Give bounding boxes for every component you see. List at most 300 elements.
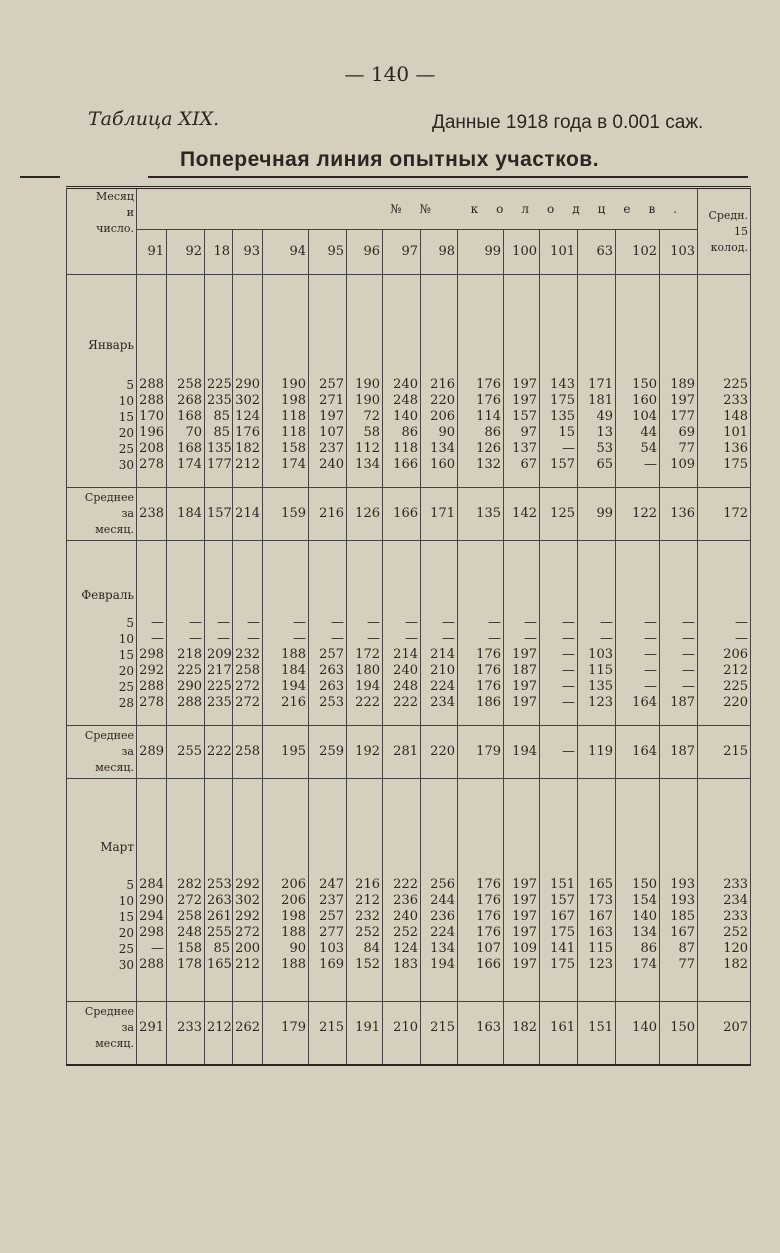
well-value: 258 (167, 909, 205, 925)
empty-cell (616, 855, 660, 877)
average-value: 175 (698, 457, 751, 473)
monthly-average-row (67, 1002, 751, 1055)
well-value: 170 (137, 409, 167, 425)
monthly-average-value: 161 (540, 1002, 578, 1055)
average-label-line: Среднее (84, 1005, 134, 1018)
empty-cell (233, 337, 263, 353)
well-value: — (616, 615, 660, 631)
empty-cell (578, 541, 616, 588)
well-value: 107 (309, 425, 347, 441)
monthly-average-value: 166 (383, 488, 421, 541)
empty-cell (660, 779, 698, 840)
monthly-average-value: 159 (263, 488, 309, 541)
well-value: 284 (137, 877, 167, 893)
well-value: 217 (205, 663, 233, 679)
monthly-average-value: 194 (504, 726, 540, 779)
well-value: 176 (458, 647, 504, 663)
well-value: 87 (660, 941, 698, 957)
well-value: 218 (167, 647, 205, 663)
empty-cell (578, 587, 616, 603)
empty-cell (67, 973, 137, 1002)
empty-cell (67, 711, 137, 726)
well-value: 212 (233, 957, 263, 973)
average-value: 148 (698, 409, 751, 425)
empty-cell (660, 839, 698, 855)
well-value: — (383, 615, 421, 631)
empty-cell (205, 541, 233, 588)
well-value: 292 (233, 909, 263, 925)
empty-cell (309, 541, 347, 588)
empty-cell (698, 275, 751, 338)
empty-cell (309, 779, 347, 840)
data-row (67, 925, 751, 941)
empty-cell (205, 839, 233, 855)
monthly-average-value: 291 (137, 1002, 167, 1055)
well-value: 263 (205, 893, 233, 909)
day-label: 15 (67, 409, 137, 425)
empty-cell (504, 353, 540, 377)
well-value: 197 (504, 393, 540, 409)
monthly-average-value: 216 (309, 488, 347, 541)
empty-cell (205, 973, 233, 1002)
data-row (67, 647, 751, 663)
well-value: 187 (504, 663, 540, 679)
well-value: — (347, 615, 383, 631)
average-value: 233 (698, 909, 751, 925)
empty-cell (578, 473, 616, 488)
empty-cell (458, 711, 504, 726)
empty-cell (309, 839, 347, 855)
empty-cell (137, 711, 167, 726)
empty-cell (421, 711, 458, 726)
well-value: 135 (205, 441, 233, 457)
well-value: 302 (233, 893, 263, 909)
well-value: 90 (421, 425, 458, 441)
monthly-average-value: 179 (458, 726, 504, 779)
empty-cell (504, 711, 540, 726)
spacer-row (67, 541, 751, 588)
well-value: 188 (263, 925, 309, 941)
well-value: 112 (347, 441, 383, 457)
well-value: — (137, 631, 167, 647)
empty-cell (540, 711, 578, 726)
empty-cell (167, 353, 205, 377)
empty-cell (67, 473, 137, 488)
empty-cell (504, 275, 540, 338)
table-label: Таблица XIX. (88, 108, 220, 130)
well-value: 84 (347, 941, 383, 957)
well-value: 288 (167, 695, 205, 711)
well-value: 175 (540, 393, 578, 409)
average-value: 182 (698, 957, 751, 973)
empty-cell (540, 337, 578, 353)
well-value: — (421, 631, 458, 647)
well-value: 85 (205, 941, 233, 957)
monthly-average-value: 195 (263, 726, 309, 779)
empty-cell (540, 839, 578, 855)
empty-cell (421, 587, 458, 603)
empty-cell (660, 711, 698, 726)
well-value: 253 (309, 695, 347, 711)
empty-cell (347, 973, 383, 1002)
monthly-average-label (67, 488, 137, 541)
well-value: 157 (540, 457, 578, 473)
empty-cell (540, 473, 578, 488)
monthly-average-value: 172 (698, 488, 751, 541)
empty-cell (347, 779, 383, 840)
well-value: 257 (309, 647, 347, 663)
well-value: 65 (578, 457, 616, 473)
empty-cell (616, 1054, 660, 1065)
empty-cell (421, 839, 458, 855)
well-value: 126 (458, 441, 504, 457)
well-value: — (540, 679, 578, 695)
well-value: 277 (309, 925, 347, 941)
well-value: 210 (421, 663, 458, 679)
well-number-header: 99 (458, 230, 504, 275)
average-label-line: Среднее (84, 729, 134, 742)
well-value: 263 (309, 663, 347, 679)
empty-cell (137, 541, 167, 588)
well-value: 135 (540, 409, 578, 425)
empty-cell (263, 337, 309, 353)
well-number-header: 92 (167, 230, 205, 275)
well-value: 58 (347, 425, 383, 441)
empty-cell (504, 855, 540, 877)
monthly-average-value: 233 (167, 1002, 205, 1055)
well-value: 288 (137, 393, 167, 409)
well-value: 197 (504, 679, 540, 695)
monthly-average-value: 151 (578, 1002, 616, 1055)
empty-cell (309, 587, 347, 603)
well-value: 247 (309, 877, 347, 893)
day-label: 25 (67, 441, 137, 457)
monthly-average-value: 99 (578, 488, 616, 541)
page-number: — 140 — (344, 62, 436, 86)
empty-cell (167, 839, 205, 855)
well-value: 172 (347, 647, 383, 663)
well-value: — (233, 615, 263, 631)
well-value: 224 (421, 925, 458, 941)
empty-cell (263, 587, 309, 603)
well-value: 290 (233, 377, 263, 393)
average-value: 101 (698, 425, 751, 441)
well-value: 171 (578, 377, 616, 393)
well-value: 248 (167, 925, 205, 941)
well-value: 69 (660, 425, 698, 441)
empty-cell (421, 473, 458, 488)
well-value: 232 (233, 647, 263, 663)
well-value: 103 (309, 941, 347, 957)
empty-cell (167, 603, 205, 615)
empty-cell (309, 711, 347, 726)
well-value: — (660, 679, 698, 695)
day-label: 30 (67, 957, 137, 973)
empty-cell (167, 973, 205, 1002)
average-label-line: Среднее (84, 491, 134, 504)
monthly-average-label (67, 1002, 137, 1055)
spacer-row (67, 1054, 751, 1065)
empty-cell (458, 1054, 504, 1065)
well-value: 252 (383, 925, 421, 941)
empty-cell (137, 779, 167, 840)
well-value: 85 (205, 425, 233, 441)
empty-cell (309, 275, 347, 338)
well-value: 180 (347, 663, 383, 679)
average-value: 252 (698, 925, 751, 941)
well-value: 167 (660, 925, 698, 941)
well-value: 109 (504, 941, 540, 957)
monthly-average-value: 171 (421, 488, 458, 541)
empty-cell (167, 473, 205, 488)
well-value: 158 (167, 941, 205, 957)
empty-cell (263, 473, 309, 488)
data-row (67, 957, 751, 973)
empty-cell (504, 587, 540, 603)
average-label-line: за (121, 1021, 134, 1034)
well-value: 176 (458, 393, 504, 409)
empty-cell (67, 353, 137, 377)
monthly-average-value: 136 (660, 488, 698, 541)
well-value: 197 (504, 647, 540, 663)
empty-cell (578, 711, 616, 726)
empty-cell (698, 603, 751, 615)
empty-cell (458, 779, 504, 840)
monthly-average-value: 135 (458, 488, 504, 541)
empty-cell (458, 337, 504, 353)
well-value: 166 (383, 457, 421, 473)
well-value: 150 (616, 377, 660, 393)
well-value: 193 (660, 893, 698, 909)
well-value: 168 (167, 441, 205, 457)
empty-cell (263, 711, 309, 726)
well-value: 158 (263, 441, 309, 457)
empty-cell (137, 337, 167, 353)
well-value: — (660, 663, 698, 679)
empty-cell (616, 337, 660, 353)
empty-cell (347, 855, 383, 877)
well-value: 257 (309, 909, 347, 925)
empty-cell (421, 1054, 458, 1065)
monthly-average-value: 259 (309, 726, 347, 779)
empty-cell (660, 541, 698, 588)
empty-cell (233, 973, 263, 1002)
month-name-row (67, 587, 751, 603)
well-value: 150 (616, 877, 660, 893)
well-value: 114 (458, 409, 504, 425)
empty-cell (616, 603, 660, 615)
empty-cell (660, 1054, 698, 1065)
data-row (67, 877, 751, 893)
average-value: — (698, 631, 751, 647)
well-value: — (540, 663, 578, 679)
monthly-average-value: 184 (167, 488, 205, 541)
monthly-average-value: 164 (616, 726, 660, 779)
monthly-average-value: 222 (205, 726, 233, 779)
well-value: 282 (167, 877, 205, 893)
empty-cell (504, 973, 540, 1002)
well-value: — (660, 615, 698, 631)
empty-cell (233, 839, 263, 855)
well-value: 288 (137, 679, 167, 695)
empty-cell (540, 779, 578, 840)
empty-cell (233, 541, 263, 588)
data-row (67, 941, 751, 957)
data-row (67, 909, 751, 925)
empty-cell (660, 587, 698, 603)
empty-cell (67, 1054, 137, 1065)
well-value: 194 (421, 957, 458, 973)
well-value: 197 (309, 409, 347, 425)
well-value: 118 (383, 441, 421, 457)
well-value: 222 (383, 695, 421, 711)
month-name: Февраль (67, 587, 137, 603)
empty-cell (540, 541, 578, 588)
well-value: 141 (540, 941, 578, 957)
well-value: 165 (578, 877, 616, 893)
empty-cell (578, 337, 616, 353)
empty-cell (458, 839, 504, 855)
well-value: 123 (578, 957, 616, 973)
empty-cell (167, 1054, 205, 1065)
well-value: 240 (383, 663, 421, 679)
empty-cell (205, 779, 233, 840)
empty-cell (233, 855, 263, 877)
well-value: 258 (233, 663, 263, 679)
average-label-line: месяц. (95, 761, 134, 774)
well-value: 253 (205, 877, 233, 893)
empty-cell (205, 353, 233, 377)
empty-cell (233, 603, 263, 615)
empty-cell (504, 603, 540, 615)
monthly-average-value: 214 (233, 488, 263, 541)
day-label: 25 (67, 679, 137, 695)
empty-cell (137, 839, 167, 855)
well-numbers-row (67, 230, 751, 275)
monthly-average-value: 187 (660, 726, 698, 779)
empty-cell (616, 587, 660, 603)
well-number-header: 91 (137, 230, 167, 275)
empty-cell (660, 353, 698, 377)
well-value: 194 (347, 679, 383, 695)
day-label: 20 (67, 925, 137, 941)
well-value: 236 (383, 893, 421, 909)
monthly-average-value: 215 (421, 1002, 458, 1055)
empty-cell (458, 275, 504, 338)
well-value: 197 (504, 957, 540, 973)
empty-cell (67, 779, 137, 840)
empty-cell (660, 473, 698, 488)
monthly-average-value: 125 (540, 488, 578, 541)
empty-cell (698, 779, 751, 840)
well-value: 290 (167, 679, 205, 695)
empty-cell (205, 337, 233, 353)
well-value: 134 (421, 441, 458, 457)
well-value: 188 (263, 957, 309, 973)
day-label: 10 (67, 893, 137, 909)
well-value: — (233, 631, 263, 647)
empty-cell (233, 1054, 263, 1065)
monthly-average-value: 150 (660, 1002, 698, 1055)
empty-cell (383, 587, 421, 603)
empty-cell (616, 353, 660, 377)
well-value: — (458, 615, 504, 631)
data-row (67, 663, 751, 679)
data-row (67, 631, 751, 647)
monthly-average-value: 238 (137, 488, 167, 541)
empty-cell (137, 353, 167, 377)
well-value: 248 (383, 679, 421, 695)
empty-cell (263, 973, 309, 1002)
empty-cell (458, 603, 504, 615)
title-rule (148, 176, 748, 178)
monthly-average-label (67, 726, 137, 779)
well-value: 206 (421, 409, 458, 425)
well-value: 72 (347, 409, 383, 425)
monthly-average-value: 258 (233, 726, 263, 779)
average-value: 136 (698, 441, 751, 457)
empty-cell (660, 973, 698, 1002)
well-value: 86 (616, 941, 660, 957)
well-value: 188 (263, 647, 309, 663)
well-value: 222 (347, 695, 383, 711)
wells-header: №№ колодцев. (137, 188, 698, 230)
well-value: 169 (309, 957, 347, 973)
well-value: — (421, 615, 458, 631)
empty-cell (458, 353, 504, 377)
well-value: 77 (660, 441, 698, 457)
empty-cell (233, 779, 263, 840)
well-value: 209 (205, 647, 233, 663)
well-value: 288 (137, 957, 167, 973)
data-row (67, 409, 751, 425)
empty-cell (137, 473, 167, 488)
average-label-line: за (121, 507, 134, 520)
well-value: 216 (347, 877, 383, 893)
empty-cell (205, 711, 233, 726)
monthly-average-value: 215 (309, 1002, 347, 1055)
well-value: 216 (421, 377, 458, 393)
well-value: 184 (263, 663, 309, 679)
well-value: 134 (616, 925, 660, 941)
day-label: 15 (67, 647, 137, 663)
empty-cell (540, 275, 578, 338)
well-value: — (205, 615, 233, 631)
spacer-row (67, 973, 751, 1002)
well-value: 118 (263, 409, 309, 425)
empty-cell (540, 603, 578, 615)
well-value: 135 (578, 679, 616, 695)
well-number-header: 96 (347, 230, 383, 275)
empty-cell (263, 541, 309, 588)
spacer-row (67, 275, 751, 338)
empty-cell (309, 603, 347, 615)
well-value: — (660, 631, 698, 647)
well-value: 176 (458, 377, 504, 393)
monthly-average-value: 215 (698, 726, 751, 779)
empty-cell (309, 353, 347, 377)
monthly-average-value: 255 (167, 726, 205, 779)
well-number-header: 93 (233, 230, 263, 275)
well-value: 176 (458, 663, 504, 679)
well-value: 263 (309, 679, 347, 695)
well-value: 165 (205, 957, 233, 973)
data-row (67, 615, 751, 631)
empty-cell (421, 855, 458, 877)
empty-cell (504, 839, 540, 855)
well-value: 302 (233, 393, 263, 409)
day-label: 5 (67, 877, 137, 893)
